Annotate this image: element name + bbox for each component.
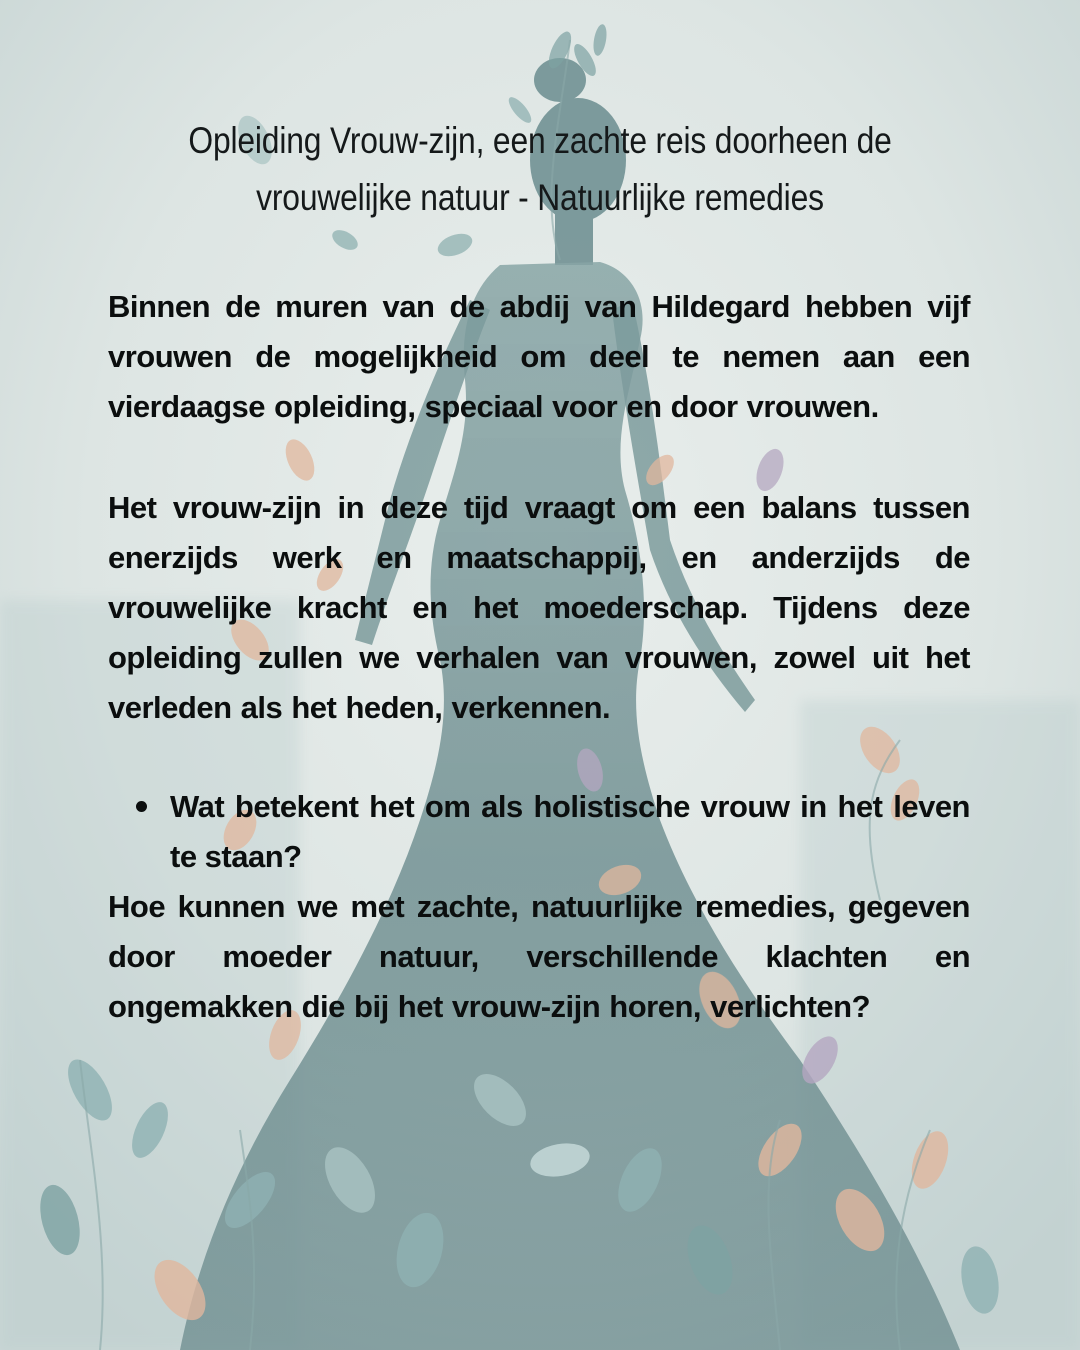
intro-paragraph: Binnen de muren van de abdij van Hildegard hebben vijf vrouwen de mogelijkheid om deel te nemen aan een vierdaagse opleiding, speciaal voor en door vrouwen.: [108, 289, 970, 424]
body-paragraph: Het vrouw-zijn in deze tijd vraagt om een balans tussen enerzijds werk en maatschappij, en anderzijds de vrouwelijke kracht en het moederschap. Tijdens deze opleiding zullen we verhalen van vrouwen, zowel uit het verleden als het heden, verkennen.: [108, 490, 970, 725]
closing-paragraph: Hoe kunnen we met zachte, natuurlijke remedies, gegeven door moeder natuur, verschillende klachten en ongemakken die bij het vrouw-zijn horen, verlichten?: [108, 889, 970, 1024]
list-item: [170, 782, 970, 882]
list-item-text: Wat betekent het om als holistische vrouw in het leven te staan?: [170, 789, 970, 874]
page-title: Opleiding Vrouw-zijn, een zachte reis doorheen de vrouwelijke natuur - Natuurlijke remedies: [188, 120, 892, 218]
bullet-list: [170, 782, 970, 882]
bullet-dot-icon: [136, 801, 147, 812]
